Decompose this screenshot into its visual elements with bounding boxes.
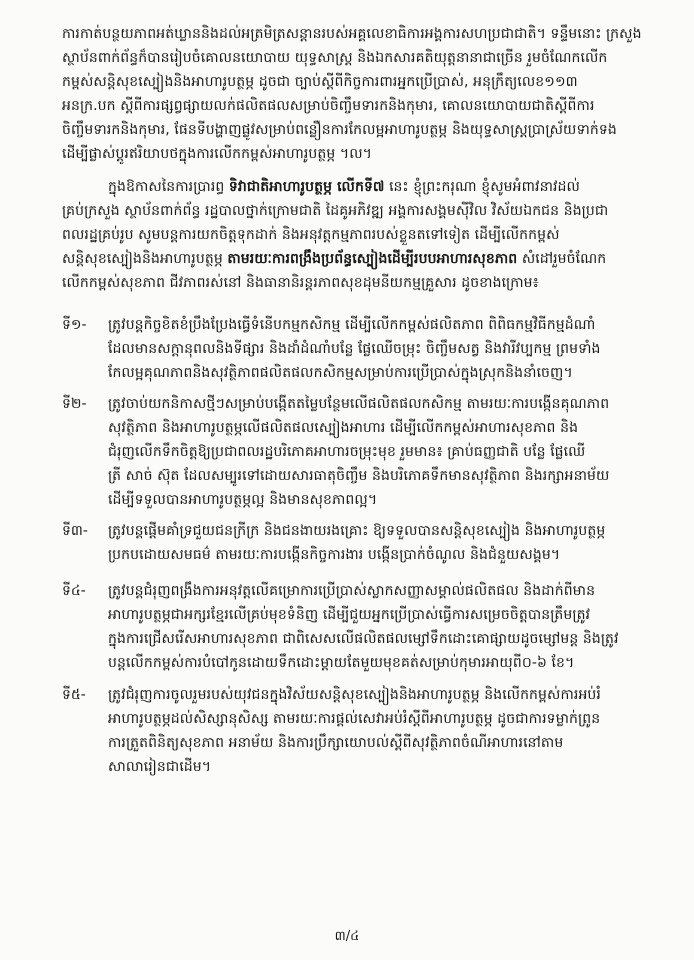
item-line: ប្រកបដោយសមធម៌ តាមរយៈការបង្កើនកិច្ចការងារ បង្កើនប្រាក់ចំណូល និងជំនួយសង្គម។ — [108, 547, 561, 563]
item-line: ត្រី សាច់ ស៊ុត ដែលសម្បូរទៅដោយសារធាតុចិញ្ចឹម និងបរិភោគទឹកមានសុវត្ថិភាព និងរក្សាអនាម័យ — [108, 468, 610, 484]
paragraph-line: គ្រប់ក្រសួង ស្ថាប័នពាក់ព័ន្ធ រដ្ឋបាលថ្នាក់ក្រោមជាតិ ដៃគូអភិវឌ្ឍ អង្គការសង្គមស៊ីវិល វិស័យឯកជន និងប្រជា — [62, 203, 609, 219]
paragraph-line: ដើម្បីផ្លាស់ប្តូរឥរិយាបថក្នុងការលើកកម្ពស់អាហារូបត្ថម្ភ ។ល។ — [62, 146, 373, 162]
text-span: សំដៅរួមចំណែក — [517, 251, 607, 267]
item-line: បន្តលើកកម្ពស់ការបំបៅកូនដោយទឹកដោះម្តាយតែមួយមុខគត់សម្រាប់កុមារអាយុពី០-៦ ខែ។ — [108, 655, 575, 671]
item-line: ជំរុញលើកទឹកចិត្តឱ្យប្រជាពលរដ្ឋបរិភោគអាហារចម្រុះមុខ រួមមាន៖ គ្រាប់ធញ្ញជាតិ បន្លែ ផ្លែឈើ — [108, 444, 586, 460]
item-line: សាលារៀនជាដើម។ — [108, 759, 212, 775]
page-number: ៣/៤ — [334, 929, 360, 944]
paragraph-line: លើកកម្ពស់សុខភាព ជីវភាពរស់នៅ និងធានានិរន្តរភាពសុខដុមនីយកម្មគ្រួសារ ដូចខាងក្រោម៖ — [62, 275, 539, 291]
item-line: ដែលមានសក្តានុពលនិងទីផ្សារ និងដាំដំណាំបន្លែ ផ្លែឈើចម្រុះ ចិញ្ចឹមសត្វ និងវារីវប្បកម្ម ព្រមទាំង — [108, 341, 601, 357]
paragraph-line: ពលរដ្ឋគ្រប់រូប សូមបន្តការយកចិត្តទុកដាក់ និងអនុវត្តកម្មភាពរបស់ខ្លួនតទៅទៀត ដើម្បីលើកកម្ពស់ — [62, 227, 560, 243]
item-number: ទី២- — [62, 396, 87, 412]
theme-title: តាមរយៈការពង្រឹងប្រព័ន្ធស្បៀងដើម្បីរបបអាហារសុខភាព — [227, 251, 518, 267]
item-line: ត្រូវបន្តជំរុញពង្រឹងការអនុវត្តលើគម្រោការប្រើប្រាស់ស្លាកសញ្ញាសម្គាល់ផលិតផល និងដាក់ពីមាន — [108, 583, 596, 599]
paragraph-line: កម្ពស់សន្តិសុខស្បៀងនិងអាហារូបត្ថម្ភ ដូចជា ច្បាប់ស្តីពីកិច្ចការពារអ្នកប្រើប្រាស់, អនុក្រឹត្យលេខ១១៣ — [62, 74, 578, 90]
item-number: ទី១- — [62, 317, 87, 333]
item-line: ដើម្បីទទួលបានអាហារូបត្ថម្ភល្អ និងមានសុខភាពល្អ។ — [108, 492, 378, 508]
item-line: ការត្រួតពិនិត្យសុខភាព អនាម័យ និងការប្រឹក្សាយោបល់ស្តីពីសុវត្ថិភាពចំណីអាហារនៅតាម — [108, 735, 564, 751]
item-line: ក្នុងការជ្រើសរើសអាហារសុខភាព ជាពិសេសលើផលិតផលម្សៅទឹកដោះគោផ្សាយដូចម្សៅមន្ត និងត្រូវ — [108, 631, 619, 647]
event-title: ទិវាជាតិអាហារូបត្ថម្ភ លើកទី៧ — [228, 179, 385, 195]
paragraph-line — [108, 176, 642, 198]
text-span: នេះ ខ្ញុំព្រះករុណា ខ្ញុំសូមអំពាវនាវដល់ — [384, 179, 580, 195]
item-line: អាហារូបត្ថម្ភដល់សិស្សានុសិស្ស តាមរយៈការផ្ដល់សេវាអប់រំស្តីពីអាហារូបត្ថម្ភ ដូចជាការទម្លាក់ព្រូន — [108, 711, 601, 727]
item-number: ទី៥- — [62, 687, 86, 703]
item-line: អាហារូបត្ថម្ភជាអក្សរខ្មែរលើគ្រប់មុខទំនិញ ដើម្បីជួយអ្នកប្រើប្រាស់ធ្វើការសម្រេចចិត្តបានត្រឹមត្រូវ — [108, 607, 591, 623]
paragraph-line: ស្ថាប័នពាក់ព័ន្ធក៏បានរៀបចំគោលនយោបាយ យុទ្ធសាស្ត្រ និងឯកសារគតិយុត្តនានាជាច្រើន រួមចំណែកលើក — [62, 50, 608, 66]
item-line: ត្រូវចាប់យកនិកាសថ្មីៗសម្រាប់បង្កើតតម្លៃបន្ថែមលើផលិតផលកសិកម្ម តាមរយៈការបង្កើនគុណភាព — [108, 396, 610, 412]
item-line: កែលម្អគុណភាពនិងសុវត្ថិភាពផលិតផលកសិកម្មសម្រាប់ការប្រើប្រាស់ក្នុងស្រុកនិងនាំចេញ។ — [108, 365, 573, 381]
paragraph-line: ចិញ្ចឹមទារកនិងកុមារ, ផែនទីបង្ហាញផ្លូវសម្រាប់ពន្លឿនការកែលម្អអាហារូបត្ថម្ភ និងយុទ្ធសាស្ត្រប្រាស្រ័យទាក់ទង — [62, 122, 617, 138]
text-span: ក្នុងឱកាសនៃការប្រារព្ធ — [108, 179, 229, 195]
item-number: ទី៤- — [62, 583, 86, 599]
text-span: សន្តិសុខស្បៀងនិងអាហារូបត្ថម្ភ — [62, 251, 228, 267]
paragraph-line — [62, 248, 642, 270]
paragraph-line: ការកាត់បន្ថយភាពអត់ឃ្លាននិងដល់អត្រមិត្រសន្តានរបស់អគ្គលេខាធិការអង្គការសហប្រជាជាតិ។ ទន្ទឹមនោះ ក្រសួង — [62, 26, 642, 42]
paragraph-line: អនក្រ.បក ស្តីពីការផ្សព្វផ្សាយលក់ផលិតផលសម្រាប់ចិញ្ចឹមទារកនិងកុមារ, គោលនយោបាយជាតិស្តីពីការ — [62, 98, 595, 114]
item-line: ត្រូវជំរុញការចូលរួមរបស់យុវជនក្នុងវិស័យសន្តិសុខស្បៀងនិងអាហារូបត្ថម្ភ និងលើកកម្ពស់ការអប់រំ — [108, 687, 601, 703]
item-line: ត្រូវបន្តកិច្ចខិតខំប្រឹងប្រែងធ្វើទំនើបកម្មកសិកម្ម ដើម្បីលើកកម្ពស់ផលិតភាព ពិពិធកម្មវិធីកម្មដំណាំ — [108, 317, 596, 333]
item-line: ត្រូវបន្តផ្ដើមគាំទ្រជួយជនក្រីក្រ និងជនងាយរងគ្រោះ ឱ្យទទួលបានសន្តិសុខស្បៀង និងអាហារូបត្ថម្ភ — [108, 523, 606, 539]
item-line: សុវត្ថិភាព និងអាហារូបត្ថម្ភលើផលិតផលស្បៀងអាហារ ដើម្បីលើកកម្ពស់អាហារសុខភាព និង — [108, 420, 579, 436]
item-number: ទី៣- — [62, 523, 88, 539]
